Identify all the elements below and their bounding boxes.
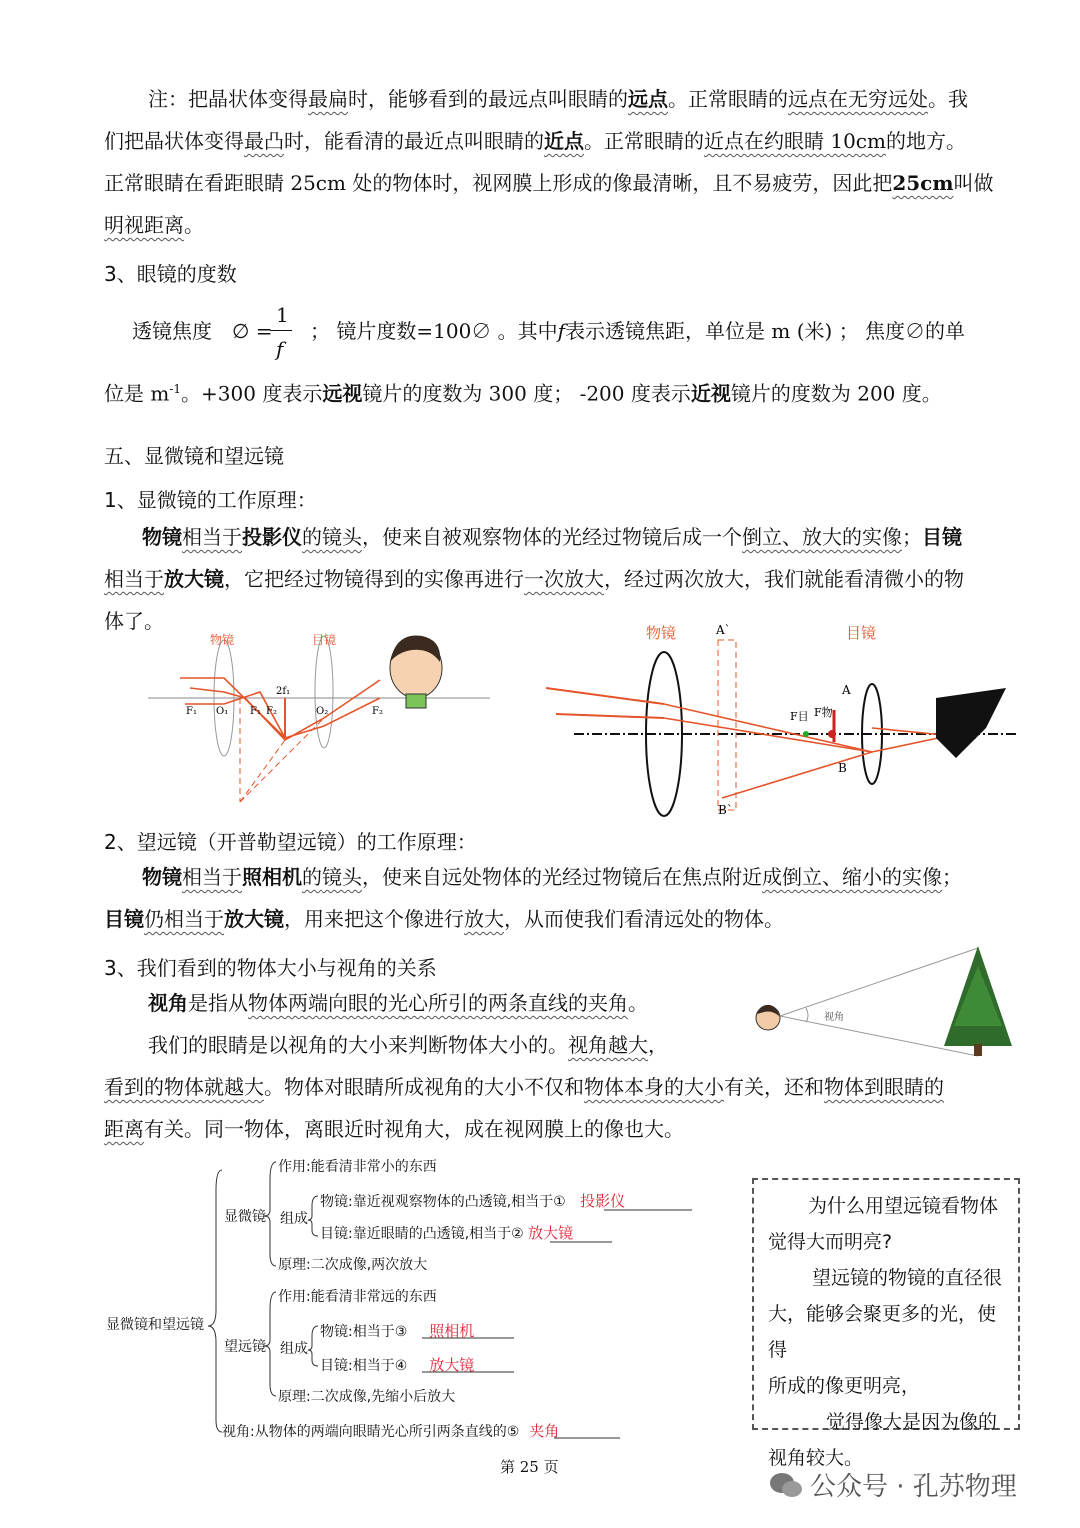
tree-tele-eyepiece: 目镜:相当于④ 放大镜 — [320, 1356, 475, 1374]
box-answer-5: 视角较大。 — [768, 1447, 864, 1469]
d1-F1b: F₁ — [250, 706, 261, 717]
box-answer-3: 所成的像更明亮， — [768, 1375, 921, 1397]
d2-A: A — [842, 683, 851, 697]
box-question-1: 为什么用望远镜看物体 — [808, 1195, 999, 1217]
d1-eyepiece-label: 目镜 — [312, 633, 337, 647]
tree-micro-principle: 原理:二次成像,两次放大 — [278, 1257, 428, 1273]
tree-telescope: 望远镜 — [224, 1339, 266, 1355]
telescope-paragraph: 物镜相当于照相机的镜头，使来自远处物体的光经过物镜后在焦点附近成倒立、缩小的实像； 目镜仍相当于放大镜，用来把这个像进行放大，从而使我们看清远处的物体。 — [104, 865, 962, 931]
formula-rest: ； 镜片度数=100∅ 。其中f表示透镜焦距，单位是 m (米) ； 焦度∅的单 — [310, 319, 966, 343]
visual-angle-paragraph: 视角是指从物体两端向眼的光心所引的两条直线的夹角。 我们的眼睛是以视角的大小来判断物体大小的。视角越大， 看到的物体就越大。物体对眼睛所成视角的大小不仅和物体本身的大小有关，还和物体到眼睛的 距离有关。同一物体，离眼近时视角大，成在视网膜上的像也大。 — [104, 991, 944, 1141]
concept-tree — [104, 1150, 724, 1450]
d2-Feye: F目 — [790, 710, 809, 723]
formula-line — [104, 300, 1034, 360]
d1-F2b: F₂ — [372, 706, 383, 717]
microscope-paragraph: 物镜相当于投影仪的镜头，使来自被观察物体的光经过物镜后成一个倒立、放大的实像；目镜 相当于放大镜，它把经过物镜得到的实像再进行一次放大，经过两次放大，我们就能看清微小的物 体了。 — [104, 525, 964, 633]
microscope-diagram-1 — [140, 622, 500, 812]
d2-B: B — [838, 761, 847, 775]
formula-label: 透镜焦度 — [132, 319, 212, 343]
section-5-title: 五、显微镜和望远镜 — [104, 444, 284, 468]
tree-micro-eyepiece: 目镜:靠近眼睛的凸透镜,相当于② 放大镜 — [320, 1224, 574, 1242]
tree-tele-composition: 组成 — [280, 1341, 308, 1357]
visual-angle-diagram — [748, 946, 1038, 1066]
telescope-title: 2、望远镜（开普勒望远镜）的工作原理： — [104, 830, 477, 854]
tree-tele-objective: 物镜:相当于③ 照相机 — [320, 1322, 475, 1340]
d1-2f: 2f₁ — [276, 686, 291, 697]
note-paragraph: 注：把晶状体变得最扁时，能够看到的最远点叫眼睛的远点。正常眼睛的远点在无穷远处。我 们把晶状体变得最凸时，能看清的最近点叫眼睛的近点。正常眼睛的近点在约眼睛 10cm的地方。 正常眼睛在看距眼睛 25cm 处的物体时，视网膜上形成的像最清晰，且不易疲劳，因此把25cm叫做 明视距离。 — [104, 87, 994, 237]
d1-O2: O₂ — [316, 706, 329, 717]
visual-angle-title: 3、我们看到的物体大小与视角的关系 — [104, 956, 437, 980]
microscope-diagram-2 — [536, 618, 1026, 818]
d2-eyepiece-label: 目镜 — [846, 624, 877, 642]
d2-objective-label: 物镜 — [646, 624, 677, 642]
tree-icon — [944, 946, 1012, 1056]
formula-phi: ∅ = — [232, 319, 273, 343]
section-3-title: 3、眼镜的度数 — [104, 262, 237, 286]
d1-O1: O₁ — [216, 706, 229, 717]
d2-Aprime: A` — [716, 623, 731, 637]
wechat-icon — [768, 1470, 804, 1500]
microscope-title: 1、显微镜的工作原理： — [104, 488, 317, 512]
tree-microscope: 显微镜 — [224, 1209, 266, 1225]
question-box — [752, 1178, 1020, 1469]
tree-tele-principle: 原理:二次成像,先缩小后放大 — [278, 1389, 456, 1405]
visual-angle-label: 视角 — [824, 1012, 844, 1023]
tree-micro-function: 作用:能看清非常小的东西 — [278, 1159, 437, 1175]
fraction-denominator: f — [276, 337, 284, 361]
page-number: 第 25 页 — [500, 1458, 559, 1476]
degree-line: 位是 $m^{-1}$。+300 度表示远视镜片的度数为 300 度； -200 度表示近视镜片的度数为 200 度。 — [104, 381, 942, 406]
tree-micro-objective: 物镜:靠近视观察物体的凸透镜,相当于① 投影仪 — [320, 1192, 626, 1210]
fraction-numerator: 1 — [276, 303, 289, 327]
tree-micro-composition: 组成 — [280, 1211, 308, 1227]
tree-root: 显微镜和望远镜 — [106, 1317, 204, 1333]
d1-objective-label: 物镜 — [210, 633, 235, 647]
d2-Fobj: F物 — [814, 706, 833, 719]
head-icon — [756, 1005, 780, 1030]
box-answer-2: 大，能够会聚更多的光，使得 — [768, 1303, 997, 1361]
tree-tele-function: 作用:能看清非常远的东西 — [278, 1289, 437, 1305]
d2-Bprime: B` — [718, 803, 733, 817]
d1-F2: F₂ — [266, 706, 277, 717]
box-question-2: 觉得大而明亮? — [768, 1231, 893, 1253]
box-answer-4: 觉得像大是因为像的 — [826, 1411, 998, 1433]
watermark: 公众号 · 孔苏物理 — [768, 1466, 1017, 1503]
boy-head-icon — [390, 636, 442, 708]
tree-visual-angle: 视角:从物体的两端向眼睛光心所引两条直线的⑤ 夹角 — [222, 1422, 560, 1440]
box-answer-1: 望远镜的物镜的直径很 — [812, 1267, 1003, 1289]
d1-F1: F₁ — [186, 706, 197, 717]
